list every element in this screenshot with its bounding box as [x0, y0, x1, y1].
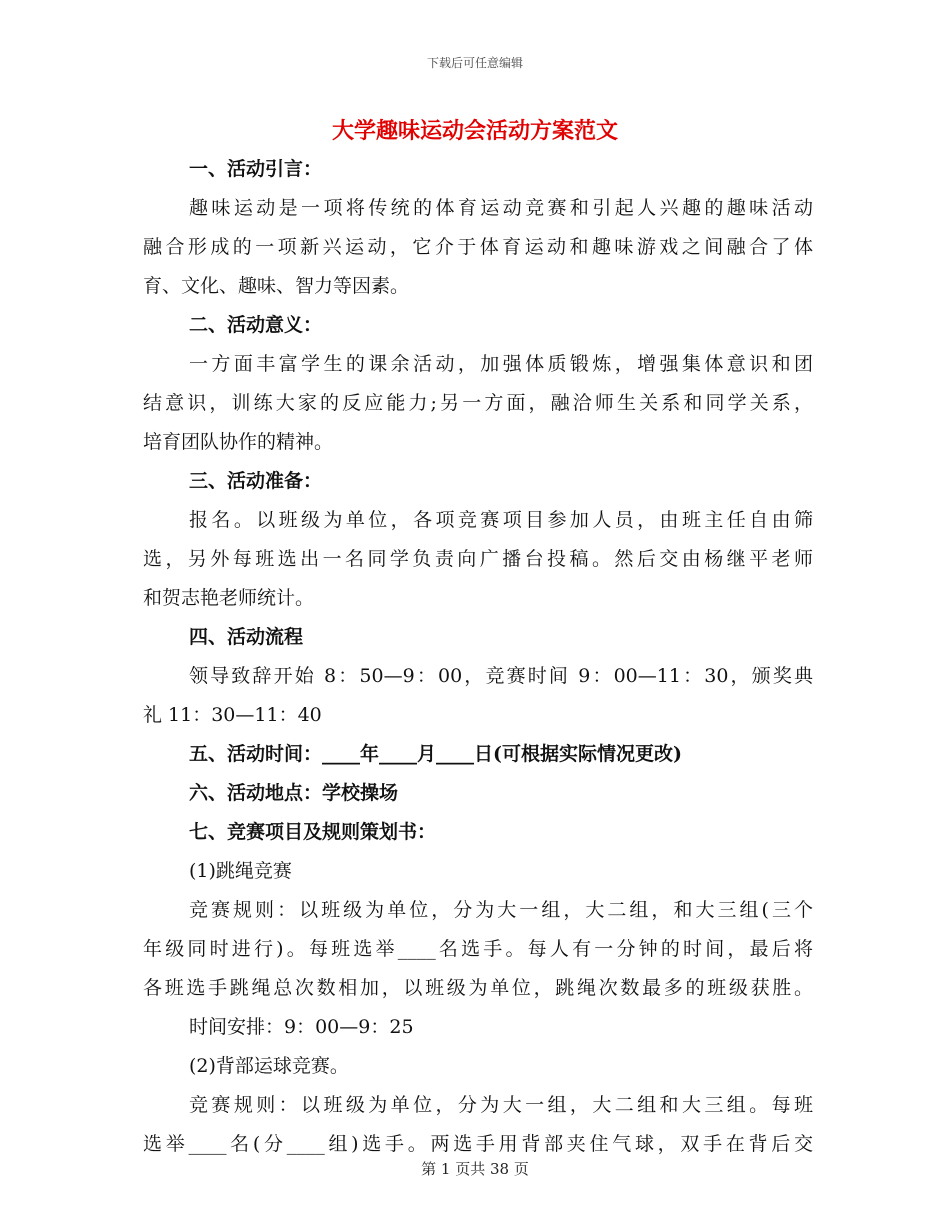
- page-footer: 第 1 页共 38 页: [421, 1160, 529, 1178]
- document-title: 大学趣味运动会活动方案范文: [331, 118, 618, 144]
- section-heading: 一、活动引言：: [189, 158, 323, 180]
- section-heading: 七、竞赛项目及规则策划书：: [189, 821, 437, 843]
- paragraph-line: 年级同时进行)。每班选举____名选手。每人有一分钟的时间，最后将: [143, 938, 813, 960]
- header-note: 下载后可任意编辑: [426, 56, 523, 70]
- paragraph-line: 培育团队协作的精神。: [143, 431, 334, 453]
- paragraph-line: 和贺志艳老师统计。: [143, 587, 315, 609]
- paragraph-line: (2)背部运球竞赛。: [189, 1055, 349, 1077]
- document-body: [143, 150, 813, 1164]
- paragraph-line: 各班选手跳绳总次数相加，以班级为单位，跳绳次数最多的班级获胜。: [143, 977, 813, 999]
- section-heading: 六、活动地点：学校操场: [189, 782, 399, 804]
- paragraph-line: 结意识，训练大家的反应能力;另一方面，融洽师生关系和同学关系，: [143, 392, 813, 414]
- section-heading: 四、活动流程: [189, 626, 304, 648]
- paragraph-line: 一方面丰富学生的课余活动，加强体质锻炼，增强集体意识和团: [189, 353, 813, 375]
- paragraph-line: 趣味运动是一项将传统的体育运动竞赛和引起人兴趣的趣味活动: [189, 197, 813, 219]
- paragraph-line: 选举____名(分____组)选手。两选手用背部夹住气球，双手在背后交: [143, 1133, 813, 1155]
- paragraph-line: 育、文化、趣味、智力等因素。: [143, 275, 410, 297]
- paragraph-line: 时间安排：9：00—9：25: [189, 1016, 414, 1038]
- paragraph-line: 报名。以班级为单位，各项竞赛项目参加人员，由班主任自由筛: [189, 509, 813, 531]
- paragraph-line: 竞赛规则：以班级为单位，分为大一组，大二组和大三组。每班: [189, 1094, 813, 1116]
- section-heading: 五、活动时间：____年____月____日(可根据实际情况更改): [189, 743, 682, 765]
- paragraph-line: (1)跳绳竞赛: [189, 860, 292, 882]
- paragraph-line: 选，另外每班选出一名同学负责向广播台投稿。然后交由杨继平老师: [143, 548, 813, 570]
- paragraph-line: 竞赛规则：以班级为单位，分为大一组，大二组，和大三组(三个: [189, 899, 813, 921]
- paragraph-line: 领导致辞开始 8：50—9：00，竞赛时间 9：00—11：30，颁奖典: [189, 665, 813, 687]
- section-heading: 二、活动意义：: [189, 314, 323, 336]
- paragraph-line: 融合形成的一项新兴运动，它介于体育运动和趣味游戏之间融合了体: [143, 236, 813, 258]
- paragraph-line: 礼 11：30—11：40: [143, 704, 322, 726]
- section-heading: 三、活动准备：: [189, 470, 323, 492]
